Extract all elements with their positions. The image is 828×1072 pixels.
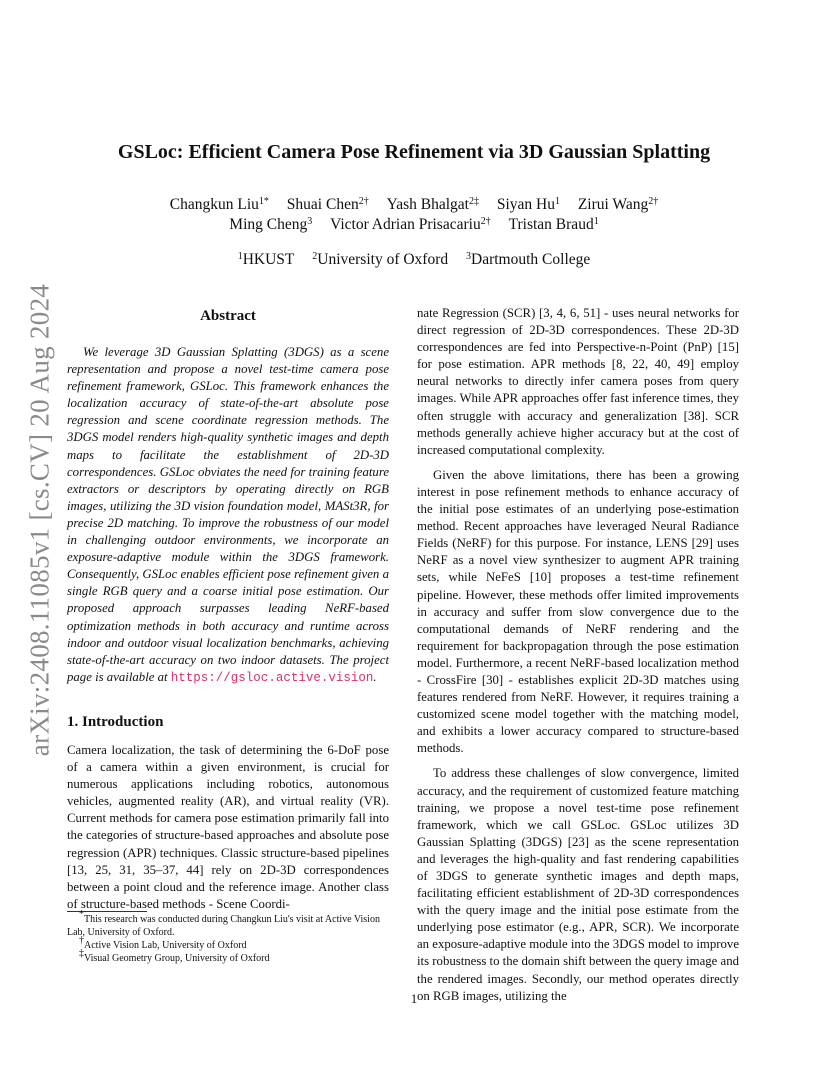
affiliations <box>0 251 828 269</box>
author: Ming Cheng$^3$ <box>229 216 313 233</box>
project-page-link[interactable]: https://gsloc.active.vision <box>170 670 374 685</box>
author-list <box>0 195 828 235</box>
footnotes <box>67 909 389 965</box>
author: Shuai Chen$^{2\dagger}$ <box>286 196 369 213</box>
intro-left-column <box>67 742 389 913</box>
author: Zirui Wang$^{2\dagger}$ <box>577 196 659 213</box>
intro-paragraph-3: Given the above limitations, there has been a growing interest in pose refinement methods to enhance accuracy of the initial pose estimates of an underlying pose-estimation method. Recent approaches have leveraged Neural Radiance Fields (NeRF) for this purpose. For instance, LENS [29] uses NeRF as a novel view synthesizer to augment APR training sets, while NeFeS [10] proposes a test-time refinement pipeline. However, these methods offer limited improvements in accuracy and suffer from slow convergence due to the computational demands of NeRF rendering and the requirement for backpropagation through the pose estimation model. Furthermore, a recent NeRF-based localization method - CrossFire [30] - establishes explicit 2D-3D matches using features rendered from NeRF. However, it requires training a customized scene model together with the matching model, and exhibits a lower accuracy compared to structure-based methods. <box>417 467 739 756</box>
footnote: ‡Visual Geometry Group, University of Oxford <box>79 948 270 964</box>
intro-paragraph-1: Camera localization, the task of determining the 6-DoF pose of a camera within a given environment, is crucial for numerous applications including robotics, autonomous vehicles, augmented reality (AR), and virtual reality (VR). Current methods for camera pose estimation primarily fall into the categories of structure-based approaches and absolute pose regression (APR) techniques. Classic structure-based pipelines [13, 25, 31, 35–37, 44] rely on 2D-3D correspondences between a point cloud and the reference image. Another class of structure-based methods - Scene Coordi- <box>67 743 389 911</box>
intro-paragraph-2: nate Regression (SCR) [3, 4, 6, 51] - uses neural networks for direct regression of 2D-3D correspondences. These 2D-3D correspondences are fed into Perspective-n-Point (PnP) [15] for pose estimation. APR methods [8, 22, 40, 49] employ neural networks to directly infer camera poses from query images. While APR approaches offer fast inference times, they often struggle with accuracy and generalization [38]. SCR methods generally achieve higher accuracy but at the cost of increased computational complexity. <box>417 306 739 457</box>
arxiv-stamp-text: arXiv:2408.11085v1 [cs.CV] 20 Aug 2024 <box>24 283 55 757</box>
author-line-2 <box>0 215 828 235</box>
author: Victor Adrian Prisacariu$^{2\dagger}$ <box>330 216 491 233</box>
author-line-1 <box>0 195 828 215</box>
author: Siyan Hu$^1$ <box>496 196 560 213</box>
page-number: 1 <box>410 991 418 1006</box>
abstract-body: We leverage 3D Gaussian Splatting (3DGS) as a scene representation and propose a novel test-time camera pose refinement framework, GSLoc. This framework enhances the localization accuracy of state-of-the-art absolute pose regression and scene coordinate regression methods. The 3DGS model renders high-quality synthetic images and depth maps to facilitate the establishment of 2D-3D correspondences. GSLoc obviates the need for training feature extractors or descriptors by operating directly on RGB images, utilizing the 3D vision foundation model, MASt3R, for precise 2D matching. To improve the robustness of our model in challenging outdoor environments, we incorporate an exposure-adaptive module within the 3DGS framework. Consequently, GSLoc enables efficient pose refinement given a single RGB query and a coarse initial pose estimation. Our proposed approach surpasses leading NeRF-based optimization methods in both accuracy and runtime across indoor and outdoor visual localization benchmarks, achieving state-of-the-art accuracy on two indoor datasets. The project page is available at https://gsloc.active.vision. <box>67 345 389 685</box>
author: Tristan Braud$^1$ <box>508 216 599 233</box>
affiliation: $^2$University of Oxford <box>312 251 449 268</box>
intro-paragraph-4: To address these challenges of slow convergence, limited accuracy, and the requirement of customized feature matching training, we propose a novel test-time pose refinement framework, which we call GSLoc. GSLoc utilizes 3D Gaussian Splatting (3DGS) [23] as the scene representation and leverages the high-quality and fast rendering capabilities of 3DGS to generate synthetic images and depth maps, facilitating efficient establishment of 2D-3D correspondences with the query image and the initial pose estimate from the underlying pose estimator (e.g., APR, SCR). We incorporate an exposure-adaptive module into the 3DGS model to improve its robustness to the domain shift between the query image and the rendered images. Secondly, our method operates directly on RGB images, utilizing the <box>417 766 739 1003</box>
author: Changkun Liu$^{1*}$ <box>169 196 269 213</box>
right-column <box>417 305 739 1005</box>
affiliation: $^1$HKUST <box>237 251 295 268</box>
arxiv-stamp <box>22 280 58 760</box>
paper-title: GSLoc: Efficient Camera Pose Refinement via 3D Gaussian Splatting <box>117 141 711 163</box>
footnote: †Active Vision Lab, University of Oxford <box>79 935 247 951</box>
abstract-heading: Abstract <box>200 308 256 324</box>
section-heading-introduction: 1. Introduction <box>67 714 164 730</box>
affiliation: $^3$Dartmouth College <box>466 251 591 268</box>
author: Yash Bhalgat$^{2\ddagger}$ <box>386 196 479 213</box>
footnote: *This research was conducted during Changkun Liu's visit at Active Vision Lab, University of Oxford. <box>67 909 380 938</box>
abstract-text: We leverage 3D Gaussian Splatting (3DGS) as a scene representation and propose a novel test-time camera pose refinement framework, GSLoc. This framework enhances the localization accuracy of state-of-the-art absolute pose regression and scene coordinate regression methods. The 3DGS model renders high-quality synthetic images and depth maps to facilitate the establishment of 2D-3D correspondences. GSLoc obviates the need for training feature extractors or descriptors by operating directly on RGB images, utilizing the 3D vision foundation model, MASt3R, for precise 2D matching. To improve the robustness of our model in challenging outdoor environments, we incorporate an exposure-adaptive module within the 3DGS framework. Consequently, GSLoc enables efficient pose refinement given a single RGB query and a coarse initial pose estimation. Our proposed approach surpasses leading NeRF-based optimization methods in both accuracy and runtime across indoor and outdoor visual localization benchmarks, achieving state-of-the-art accuracy on two indoor datasets. The project page is available at <box>67 345 389 684</box>
